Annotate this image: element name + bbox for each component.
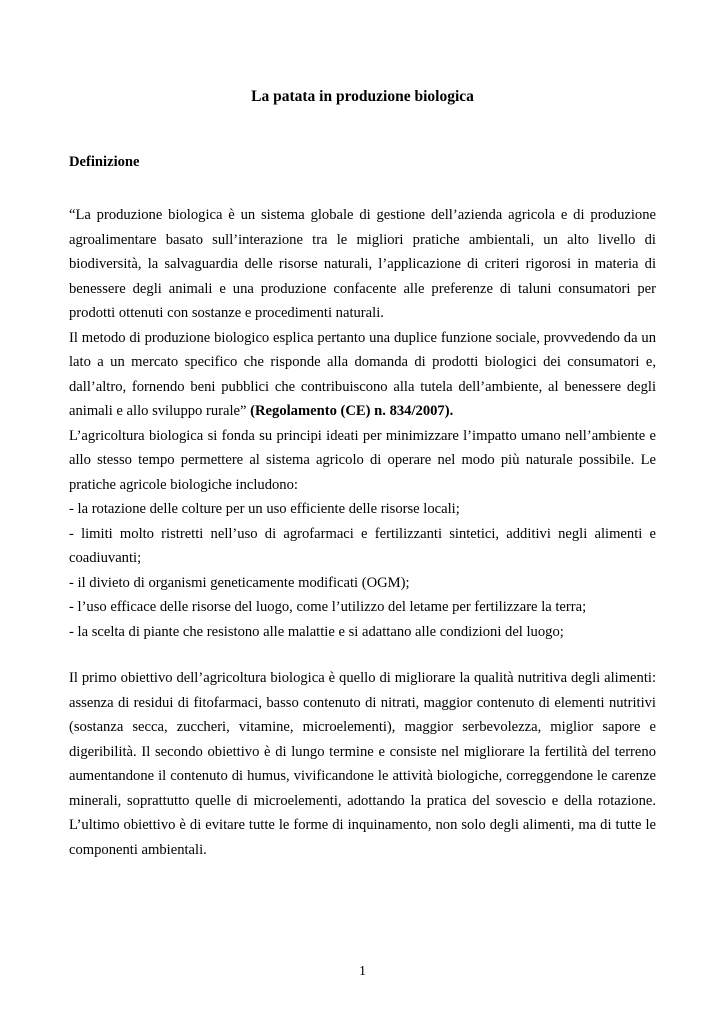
list-item: - limiti molto ristretti nell’uso di agrofarmaci e fertilizzanti sintetici, additivi negli alimenti e coadiuvanti; <box>69 525 656 566</box>
paragraph-spacer <box>69 644 656 666</box>
list-item: - l’uso efficace delle risorse del luogo, come l’utilizzo del letame per fertilizzare la terra; <box>69 599 587 615</box>
paragraph-method-text: Il metodo di produzione biologico esplica pertanto una duplice funzione sociale, provvedendo da un lato a un mercato specifico che risponde alla domanda di prodotti biologici dei consumatori e, dall’altro, fornendo beni pubblici che contribuiscono alla tutela dell’ambiente, al benessere degli animali e allo sviluppo rurale” <box>69 329 656 419</box>
section-heading: Definizione <box>69 154 140 170</box>
document-body <box>69 203 656 862</box>
paragraph-principles: L’agricoltura biologica si fonda su principi ideati per minimizzare l’impatto umano nell’ambiente e allo stesso tempo permettere al sistema agricolo di operare nel modo più naturale possibile. Le pratiche agricole biologiche includono: <box>69 427 656 493</box>
list-item: - la rotazione delle colture per un uso efficiente delle risorse locali; <box>69 501 460 517</box>
document-title: La patata in produzione biologica <box>251 88 474 105</box>
paragraph-objectives: Il primo obiettivo dell’agricoltura biologica è quello di migliorare la qualità nutritiva degli alimenti: assenza di residui di fitofarmaci, basso contenuto di nitrati, maggior contenuto di elementi nutritivi (sostanza secca, zuccheri, vitamine, microelementi), maggior serbevolezza, miglior sapore e digeribilità. Il secondo obiettivo è di lungo termine e consiste nel migliorare la fertilità del terreno aumentandone il contenuto di humus, vivificandone le attività biologiche, correggendone le carenze minerali, soprattutto quelle di microelementi, adottando la pratica del sovescio e della rotazione. L’ultimo obiettivo è di evitare tutte le forme di inquinamento, non solo degli alimenti, ma di tutte le componenti ambientali. <box>69 670 656 858</box>
list-item: - la scelta di piante che resistono alle malattie e si adattano alle condizioni del luogo; <box>69 623 564 640</box>
list-item: - il divieto di organismi geneticamente modificati (OGM); <box>69 574 410 591</box>
page-number: 1 <box>359 964 366 979</box>
regulation-reference: (Regolamento (CE) n. 834/2007). <box>250 403 454 419</box>
paragraph-definition: “La produzione biologica è un sistema globale di gestione dell’azienda agricola e di produzione agroalimentare basato sull’interazione tra le migliori pratiche ambientali, un alto livello di biodiversità, la salvaguardia delle risorse naturali, l’applicazione di criteri rigorosi in materia di benessere degli animali e una produzione confacente alle preferenze di taluni consumatori per prodotti ottenuti con sostanze e procedimenti naturali. <box>69 207 656 321</box>
paragraph-method <box>69 326 656 424</box>
